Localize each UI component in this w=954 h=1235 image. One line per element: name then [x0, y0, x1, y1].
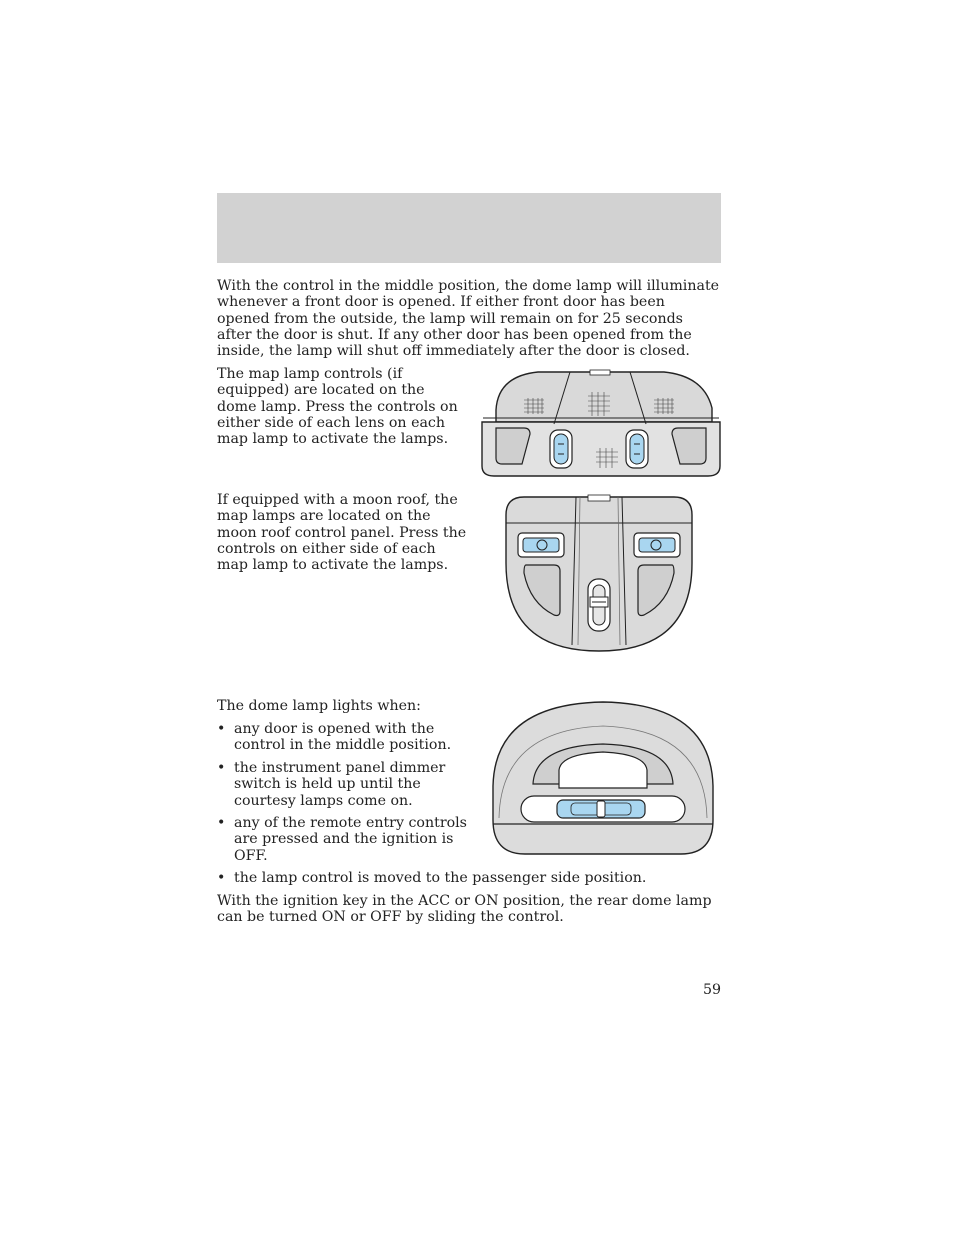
left-map-lamp-switch: [550, 430, 572, 468]
intro-paragraph: With the control in the middle position, the dome lamp will illuminate whenever a front door is opened. If either front door has been opened from the outside, the lamp will remain on for 25 seconds after the door is shut. If any other door has been opened from the inside, the lamp will shut off immediately after the door is closed.: [217, 278, 720, 360]
page-number: 59: [702, 982, 721, 998]
dome-lights-intro: The dome lamp lights when:: [217, 698, 421, 714]
bullet-item: [217, 815, 467, 864]
bullet-item: [217, 721, 467, 754]
bullet-text: any of the remote entry controls are pressed and the ignition is OFF.: [234, 815, 467, 864]
bullet-item: [217, 760, 467, 809]
section-header-band: [217, 193, 721, 263]
bullet-text: the lamp control is moved to the passenger side position.: [234, 870, 647, 886]
bullet-text: the instrument panel dimmer switch is held up until the courtesy lamps come on.: [234, 760, 446, 809]
bullet-text: any door is opened with the control in the middle position.: [234, 721, 452, 754]
right-map-lamp-switch: [626, 430, 648, 468]
map-lamp-console-illustration: [478, 368, 724, 480]
bullet-symbol: •: [217, 870, 226, 886]
bullet-symbol: •: [217, 760, 226, 776]
map-lamp-paragraph: The map lamp controls (if equipped) are located on the dome lamp. Press the controls on either side of each lens on each map lamp to activate the lamps.: [217, 366, 458, 448]
rear-dome-lamp-illustration: [491, 700, 715, 858]
moon-roof-panel-illustration: [502, 493, 696, 655]
bullet-symbol: •: [217, 815, 226, 831]
bullet-item: [217, 870, 721, 886]
moon-roof-paragraph: If equipped with a moon roof, the map lamps are located on the moon roof control panel. Press the controls on either side of each map lamp to activate the lamps.: [217, 492, 467, 574]
closing-paragraph: With the ignition key in the ACC or ON position, the rear dome lamp can be turned ON or OFF by sliding the control.: [217, 893, 712, 926]
bullet-symbol: •: [217, 721, 226, 737]
